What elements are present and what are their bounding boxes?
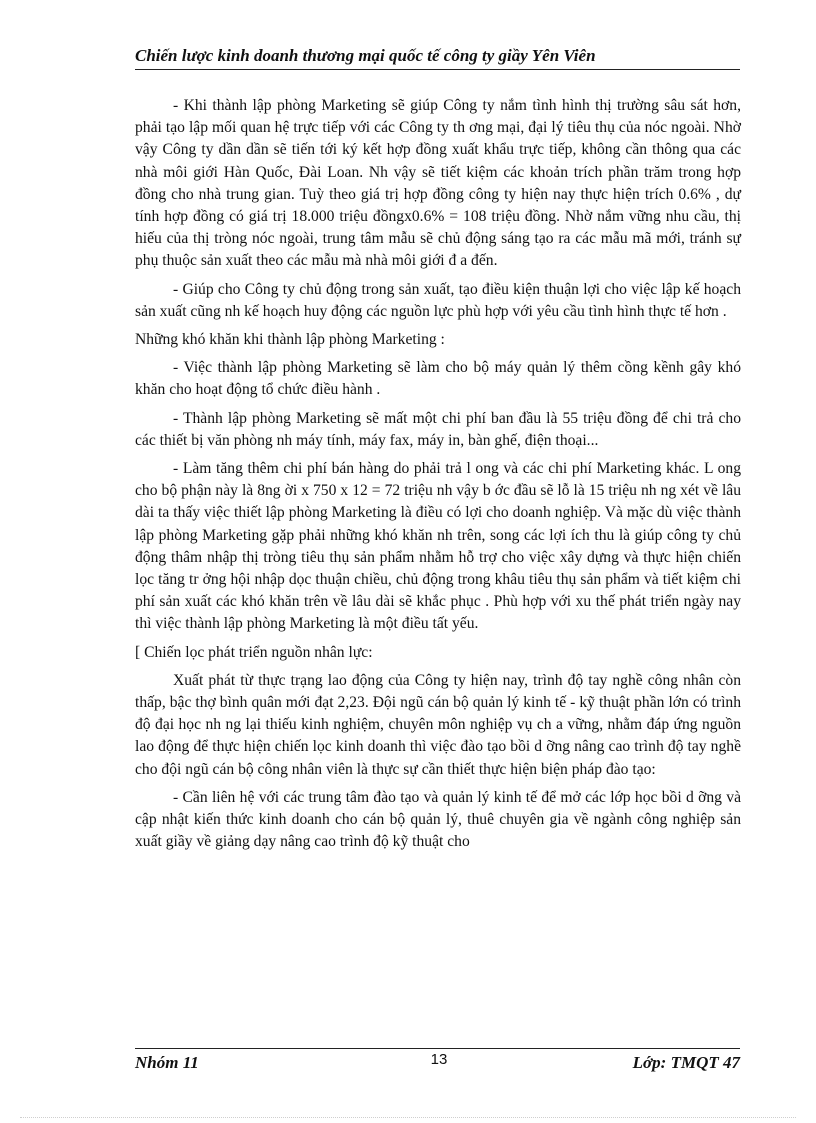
footer-group-label: Nhóm 11 [135, 1053, 199, 1072]
paragraph: - Giúp cho Công ty chủ động trong sản xuất, tạo điều kiện thuận lợi cho việc lập kế hoạch sản xuất cũng nh kế hoạch huy động các nguồn lực phù hợp với yêu cầu tình hình thực tế hơn . [135, 280, 741, 320]
page-header-title: Chiến lược kinh doanh thương mại quốc tế công ty giầy Yên Viên [135, 46, 740, 70]
paragraph: - Cần liên hệ với các trung tâm đào tạo và quản lý kinh tế để mở các lớp học bồi d ỡng và cập nhật kiến thức kinh doanh cho cán bộ quản lý, thuê chuyên gia về ngành công nghiệp sản xuất giầy về giảng dạy nâng cao trình độ kỹ thuật cho [135, 788, 741, 851]
paragraph: - Việc thành lập phòng Marketing sẽ làm cho bộ máy quản lý thêm cồng kềnh gây khó khăn cho hoạt động tổ chức điều hành . [135, 359, 741, 399]
page-bottom-divider [20, 1117, 796, 1118]
paragraph: - Thành lập phòng Marketing sẽ mất một chi phí ban đầu là 55 triệu đồng để chi trả cho các thiết bị văn phòng nh máy tính, máy fax, máy in, bàn ghế, điện thoại... [135, 409, 741, 449]
paragraph: Xuất phát từ thực trạng lao động của Công ty hiện nay, trình độ tay nghề công nhân còn thấp, bậc thợ bình quân mới đạt 2,23. Đội ngũ cán bộ quản lý kinh tế - kỹ thuật phần lớn có trình độ đại học nh ng lại thiếu kinh nghiệm, chuyên môn nghiệp vụ ch a vững, nhằm đáp ứng nguồn lao động để thực hiện chiến lọc kinh doanh thì việc đào tạo bồi d ỡng nâng cao trình độ tay nghề cho đội ngũ cán bộ công nhân viên là thực sự cần thiết thực hiện biện pháp đào tạo: [135, 671, 741, 778]
paragraph-heading: Những khó khăn khi thành lập phòng Marketing : [135, 331, 445, 349]
paragraph: - Khi thành lập phòng Marketing sẽ giúp Công ty nắm tình hình thị trường sâu sát hơn, phải tạo lập mối quan hệ trực tiếp với các Công ty th ơng mại, đại lý tiêu thụ của nóc ngoài. Nhờ vậy Công ty dần dần sẽ tiến tới ký kết hợp đồng xuất khẩu trực tiếp, không cần thông qua các nhà môi giới Hàn Quốc, Đài Loan. Nh vậy sẽ tiết kiệm các khoản trích phần trăm trong hợp đồng cho nhà trung gian. Tuỳ theo giá trị hợp đồng công ty hiện nay thực hiện trích 0.6% , dự tính hợp đồng có giá trị 18.000 triệu đồngx0.6% = 108 triệu đồng. Nhờ nắm vững nhu cầu, thị hiếu của thị tròng nóc ngoài, trung tâm mẫu sẽ chủ động sáng tạo ra các mẫu mã mới, tránh sự phụ thuộc sản xuất theo các mẫu mà nhà môi giới đ a đến. [135, 97, 741, 270]
page-number: 13 [430, 1051, 448, 1068]
document-body [135, 95, 741, 860]
footer-class-label: Lớp: TMQT 47 [632, 1053, 740, 1072]
paragraph: - Làm tăng thêm chi phí bán hàng do phải trả l ong và các chi phí Marketing khác. L ong cho bộ phận này là 8ng ời x 750 x 12 = 72 triệu nh vậy b ớc đầu sẽ lỗ là 15 triệu nh ng xét về lâu dài ta thấy việc thiết lập phòng Marketing là điều có lợi cho doanh nghiệp. Và mặc dù việc thành lập phòng Marketing gặp phải những khó khăn nh trên, song các lợi ích thu là giúp công ty chủ động thâm nhập thị tròng tiêu thụ sản phẩm nhằm hỗ trợ cho việc xây dựng và thực hiện chiến lọc tăng tr ởng hội nhập dọc thuận chiều, chủ động trong khâu tiêu thụ sản phẩm và tiết kiệm chi phí sản xuất các khó khăn trên về lâu dài sẽ khắc phục . Phù hợp với xu thế phát triển ngày nay thì việc thành lập phòng Marketing là một điều tất yếu. [135, 460, 741, 633]
section-heading: [ Chiến lọc phát triển nguồn nhân lực: [135, 643, 373, 661]
footer-divider [135, 1048, 740, 1049]
